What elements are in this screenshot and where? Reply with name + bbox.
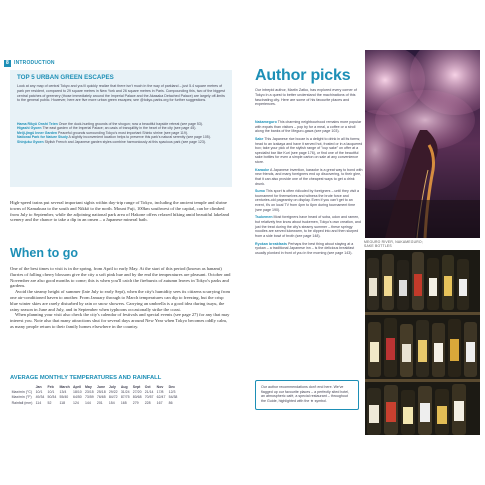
table-cell: 10/1	[35, 390, 43, 395]
table-cell: 13/4	[59, 390, 67, 395]
green-escapes-box	[10, 70, 232, 187]
table-cell: 86	[168, 400, 173, 405]
column-header: July	[108, 385, 116, 389]
table-cell: 124	[73, 400, 79, 405]
list-item	[255, 189, 363, 212]
table-cell: 87/75	[120, 395, 130, 400]
column-header: Sept	[132, 385, 141, 389]
table-cell: 50/34	[47, 395, 57, 400]
table-cell: 144	[84, 400, 91, 405]
item-text: Stylish French and Japanese garden styles combine harmoniously at this spacious park (see page 123).	[44, 139, 206, 144]
temperature-table-title: AVERAGE MONTHLY TEMPERATURES AND RAINFALL	[10, 375, 162, 381]
table-cell: 64/50	[73, 395, 82, 400]
table-cell: 62/47	[156, 395, 166, 400]
table-cell: 25/18	[96, 390, 106, 395]
table-cell: 21/14	[144, 390, 154, 395]
table-row	[10, 401, 179, 406]
table-cell: 29/22	[108, 390, 118, 395]
item-name: Higashi Gyoen	[17, 126, 42, 131]
list-item	[255, 137, 363, 165]
item-name: National Park for Nature Study	[17, 135, 68, 140]
pick-text: This sport is often ridiculed by foreigners – until they visit a tournament for themselves and witness the brute force and centuries-old pageantry on display. Even if you can't get to an event, it's on local TV from 4pm to 6pm during tournament time (see page 190).	[255, 189, 360, 212]
table-cell: 84/72	[108, 395, 118, 400]
list-item	[17, 140, 227, 144]
author-recommendation-note: Our author recommendations don't end here. We've flagged up our favourite places – a perfectly sited hotel, an atmospheric café, a special restaurant – throughout the Guide, highlighted with the ★ symbol.	[255, 380, 359, 410]
author-picks-heading: Author picks	[255, 67, 351, 84]
pick-name: Tsukemen	[255, 215, 273, 220]
pick-name: Karaoke	[255, 167, 270, 172]
table-cell: 55/40	[59, 395, 69, 400]
column-header: March	[59, 385, 70, 389]
table-cell: 118	[59, 400, 66, 405]
table-cell: 154	[108, 400, 115, 405]
item-name: Shinjuku Gyoen	[17, 139, 44, 144]
author-picks-list	[255, 120, 363, 259]
pick-name: Sumo	[255, 189, 265, 194]
when-to-go-heading: When to go	[10, 246, 79, 260]
table-cell: 167	[156, 400, 163, 405]
column-header: Dec	[168, 385, 176, 389]
column-header: Oct	[144, 385, 151, 389]
table-cell: 201	[96, 400, 103, 405]
when-to-go-body	[10, 266, 232, 330]
pick-name: Ryokan breakfasts	[255, 241, 287, 246]
when-paragraph: One of the best times to visit is in the spring, from April to early May. At the start of this period (known as hanami) flurries of falling cherry blossom give the city a soft pink hue and by the end the temperatures are pleasant. October and November are also good months to come; this is when you'll catch the firebursts of autumn leaves in Tokyo's parks and gardens.	[10, 266, 231, 289]
table-cell: 165	[120, 400, 127, 405]
page-header	[4, 60, 55, 67]
table-cell: Max/min (°C)	[11, 390, 33, 395]
sake-bottles-photo	[365, 250, 480, 435]
table-cell: 23/15	[84, 390, 94, 395]
column-header: April	[73, 385, 81, 389]
table-cell: 73/59	[84, 395, 94, 400]
column-header: Aug	[120, 385, 128, 389]
when-paragraph: Avoid the steamy height of summer (late July to early Sept), when the city's humidity sees its citizens scurrying from one air-conditioned haven to another. From January through to March temperatures can dip to freezing, but the crisp blue winter skies are rarely disturbed by rain or snow showers. Carrying an umbrella is a good idea during tsuyu, the rainy season in June and July, and in September when typhoons occasionally strike the coast.	[10, 289, 231, 312]
page-number: 8	[4, 60, 11, 67]
table-cell: 27/20	[132, 390, 142, 395]
list-item	[255, 168, 363, 186]
temperature-table-box	[10, 375, 232, 406]
list-item	[255, 215, 363, 238]
item-name: Meiji-jingū Inner Garden	[17, 130, 58, 135]
section-title: INTRODUCTION	[14, 60, 55, 66]
when-paragraph: When planning your visit also check the city's calendar of festivals and special events (see page 27) for any that may interest you. Note also that many attractions shut for several days around New Year when Tokyo becomes oddly calm, as many people return to their family homes elsewhere in the country.	[10, 312, 230, 329]
table-cell: 52	[47, 400, 52, 405]
table-cell: 31/24	[120, 390, 130, 395]
item-text: Peaceful grounds surrounding Tokyo's most important Shinto shrine (see page 119).	[58, 130, 188, 135]
table-cell: 54/38	[168, 395, 178, 400]
column-header: June	[96, 385, 106, 389]
table-cell: Max/min (°F)	[11, 395, 32, 400]
author-picks-intro: Our intrepid author, Martin Zatko, has explored every corner of Tokyo in a quest to better understand the machinations of this fascinating city. Here are some of his favourite places and experiences.	[255, 88, 357, 107]
day-trips-paragraph	[10, 200, 232, 223]
green-escapes-title: TOP 5 URBAN GREEN ESCAPES	[17, 74, 114, 81]
item-name: Hama Rikyū Onshi Teien	[17, 122, 58, 126]
pick-text: This Japanese rice booze is a delight to drink in all its forms; head to an izakaya and have it served hot, frosted or in a lacquered box; take your pick of the stylish range of "cup sake" on offer at a specialist bar like Kuri (see page 176), or find one of the beautiful sake bottles for even a simple carton on sale at any convenience store.	[255, 136, 363, 164]
sake-bottles-graphic	[365, 250, 480, 435]
table-cell: 12/3	[168, 390, 176, 395]
pick-name: Nakameguro	[255, 120, 277, 124]
pick-text: A Japanese invention, karaoke is a great way to bond with new friends, and many foreigners end up discovering, to their glee, that it can also provide one of the cheapest ways to get a drink drunk.	[255, 167, 363, 186]
column-header: May	[84, 385, 92, 389]
table-cell: 49/34	[35, 395, 45, 400]
list-item	[255, 120, 363, 134]
table-cell: 18/10	[73, 390, 82, 395]
pick-name: Sake	[255, 136, 264, 141]
pick-text: Perhaps the best thing about staying at a ryokan – a traditional Japanese inn – is the delicious breakfast usually plonked in front of you in the morning (see page 143).	[255, 241, 355, 255]
temperature-table	[10, 385, 179, 406]
green-escapes-intro: Look at any map of central Tokyo and you'll quickly realize that there isn't much in the way of parkland – just 5.4 square metres of park per resident, compared to 29 square metres in New York and 26 square metres in Paris. Compounding this, two of the biggest central patches of greenery (those immediately around the Imperial Palace and the Akasaka Detached Palace) are largely off-limits to the general public. However, here are five more urban green escapes; see @tokyo-parks.org for further suggestions.	[17, 84, 225, 103]
table-cell: Rainfall (mm)	[11, 400, 33, 405]
item-text: The east garden of the Imperial Palace; an oasis of tranquillity in the heart of the city (see page 45).	[42, 126, 197, 131]
table-cell: 70/57	[144, 395, 154, 400]
table-cell: 17/8	[156, 390, 164, 395]
column-header: Feb	[47, 385, 54, 389]
table-cell: 228	[144, 400, 151, 405]
list-item	[255, 242, 363, 256]
table-cell: 279	[132, 400, 139, 405]
table-cell: 76/65	[96, 395, 106, 400]
green-escapes-list	[17, 122, 227, 144]
item-text: Once the duck-hunting grounds of the shogun; now a beautiful bayside retreat (see page 53).	[58, 122, 203, 126]
column-header: Jan	[35, 385, 42, 389]
column-header: Nov	[156, 385, 164, 389]
table-cell: 80/68	[132, 395, 142, 400]
body-paragraph: High-speed trains put several important sights within day-trip range of Tokyo, including the ancient temple and shrine towns of Kamakura to the south and Nikkō to the north. Mount Fuji, 100km southwest of the capital, can be climbed from July to September, while the adjoining national park area of Hakone offers relaxed hiking amid beautiful lakeland scenery and the chance to take a dip in an onsen – a Japanese mineral bath.	[10, 200, 230, 223]
table-cell: 114	[35, 400, 42, 405]
cherry-blossom-river-photo	[365, 50, 480, 238]
pick-text: This charming neighbourhood remains more popular with expats than visitors – pop by for a meal, a coffee or a stroll along the banks of the Meguro-gawa (see page 103).	[255, 120, 362, 134]
cherry-blossom-photo-graphic	[365, 50, 480, 238]
table-cell: 10/1	[47, 390, 55, 395]
item-text: A slightly inconvenient location helps to preserve this park's natural serenity (see page 105).	[68, 135, 211, 140]
pick-text: Most foreigners have heard of soba, udon and ramen, but relatively few know about tsukemen, Tokyo's own creation, and just the treat during the city's steamy summer – these springy noodles are served lukewarm, to be dipped into and then slurped from a side bowl of broth (see page 148).	[255, 215, 361, 238]
photo-caption: MEGURO RIVER, NAKAMEGURO; SAKE BOTTLES	[364, 240, 423, 249]
